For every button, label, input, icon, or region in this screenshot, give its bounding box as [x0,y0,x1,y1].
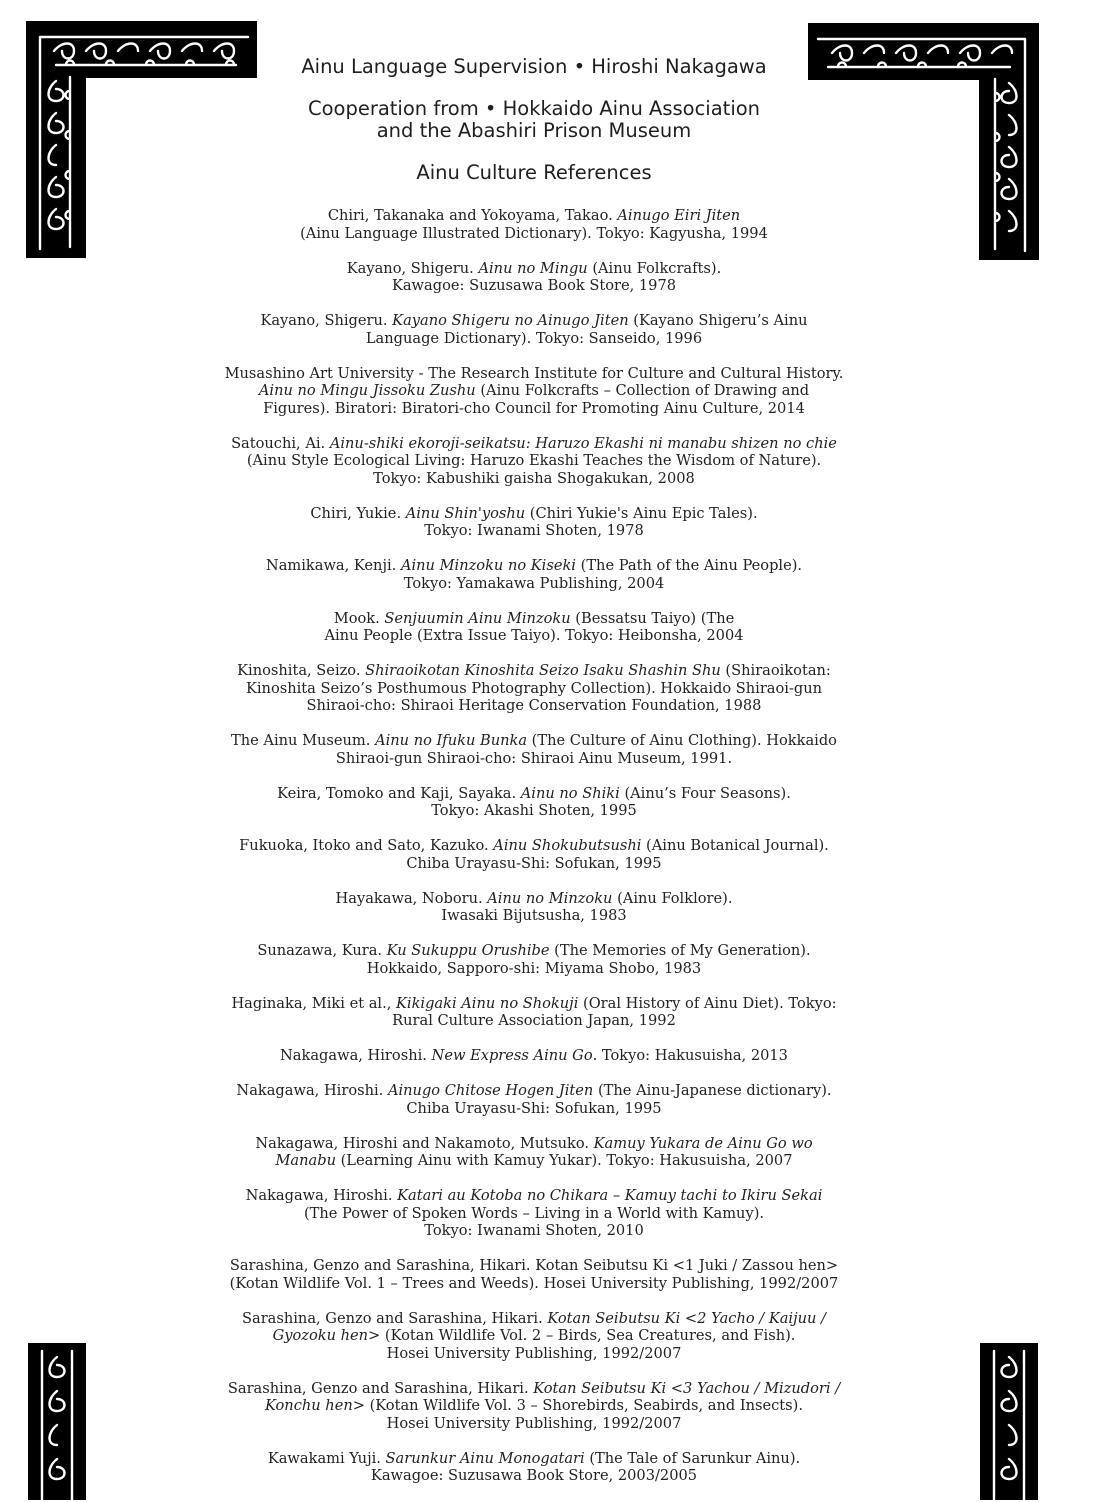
reference-line [0,1380,1068,1398]
reference-text: Kawagoe: Suzusawa Book Store, 1978 [391,277,677,294]
reference-title: Kayano Shigeru no Ainugo Jiten [392,312,629,329]
reference-line [0,312,1068,330]
reference-line [0,750,1068,768]
reference-text: (Oral History of Ainu Diet). Tokyo: [578,994,837,1012]
reference-entry [0,610,1068,645]
reference-line [0,610,1068,628]
reference-title: Manabu [275,1152,336,1169]
reference-entry [0,1135,1068,1170]
reference-line [0,365,1068,383]
reference-line [0,855,1068,873]
reference-entry [0,890,1068,925]
reference-text: Chiba Urayasu-Shi: Sofukan, 1995 [406,854,662,872]
reference-title: Ainu-shiki ekoroji-seikatsu: Haruzo Ekashi ni manabu shizen no chie [329,434,837,452]
reference-title: Ainu Shokubutsushi [493,837,642,854]
reference-entry [0,942,1068,977]
reference-text: Figures). Biratori: Biratori-cho Council for Promoting Ainu Culture, 2014 [263,399,805,417]
reference-text: (Learning Ainu with Kamuy Yukar). Tokyo: Hakusuisha, 2007 [335,1152,793,1169]
reference-line [0,802,1068,820]
reference-entry [0,435,1068,488]
reference-title: Ainu no Mingu Jissoku Zushu [258,382,476,399]
reference-text: Haginaka, Miki et al., [231,994,396,1012]
reference-entry [0,1380,1068,1433]
reference-line [0,522,1068,540]
reference-line [0,1152,1068,1170]
reference-title: Gyozoku hen> [272,1327,381,1344]
credits-headings [0,56,1068,204]
reference-text: Language Dictionary). Tokyo: Sanseido, 1996 [365,329,703,347]
reference-text: (Ainu Language Illustrated Dictionary). Tokyo: Kagyusha, 1994 [300,224,768,242]
cooperation-heading: Cooperation from • Hokkaido Ainu Association and the Abashiri Prison Museum [307,97,761,142]
reference-text: Hosei University Publishing, 1992/2007 [386,1414,682,1432]
reference-title: Kotan Seibutsu Ki <3 Yachou / Mizudori / [533,1379,841,1397]
reference-text: Kawakami Yuji. [267,1449,386,1467]
reference-text: (The Tale of Sarunkur Ainu). [584,1449,801,1467]
reference-line [0,452,1068,470]
reference-line [0,1135,1068,1153]
reference-entry [0,1450,1068,1485]
reference-text: Tokyo: Akashi Shoten, 1995 [431,802,637,819]
reference-entry [0,1257,1068,1292]
reference-text: Iwasaki Bijutsusha, 1983 [441,907,627,924]
reference-title: Sarunkur Ainu Monogatari [385,1449,585,1467]
references-title: Ainu Culture References [416,161,652,184]
reference-line [0,1467,1068,1485]
reference-text: Nakagawa, Hiroshi. [280,1047,432,1064]
reference-text: Mook. [333,609,385,627]
reference-text: Musashino Art University - The Research Institute for Culture and Cultural History. [224,364,844,382]
reference-text: (Ainu Folkcrafts – Collection of Drawing and [475,382,810,399]
reference-text: Sunazawa, Kura. [257,942,387,959]
reference-line [0,1100,1068,1118]
reference-line [0,662,1068,680]
reference-line [0,1222,1068,1240]
reference-text: Nakagawa, Hiroshi. [236,1082,388,1099]
reference-title: Ainu no Mingu [478,259,588,277]
reference-text: Shiraoi-cho: Shiraoi Heritage Conservation Foundation, 1988 [306,697,762,714]
reference-text: Chiri, Yukie. [310,504,406,522]
reference-entry [0,312,1068,347]
reference-text: (The Memories of My Generation). [549,942,811,959]
reference-text: Shiraoi-gun Shiraoi-cho: Shiraoi Ainu Museum, 1991. [335,749,733,767]
reference-entry [0,207,1068,242]
reference-title: Ainu no Minzoku [487,889,613,907]
reference-entry [0,260,1068,295]
reference-text: Kayano, Shigeru. [346,259,479,277]
reference-text: (The Path of the Ainu People). [575,557,803,574]
reference-text: The Ainu Museum. [231,732,376,749]
reference-text: (The Power of Spoken Words – Living in a World with Kamuy). [303,1204,765,1222]
reference-line [0,1327,1068,1345]
reference-line [0,382,1068,400]
reference-entry [0,365,1068,418]
reference-entry [0,662,1068,715]
reference-text: (Ainu Folklore). [612,889,733,907]
reference-line [0,697,1068,715]
reference-line [0,277,1068,295]
reference-title: Senjuumin Ainu Minzoku [384,609,571,627]
reference-line [0,1257,1068,1275]
reference-text: Tokyo: Iwanami Shoten, 1978 [424,522,644,539]
reference-line [0,1047,1068,1065]
reference-line [0,260,1068,278]
reference-title: Ainu no Shiki [520,784,620,802]
reference-text: Namikawa, Kenji. [265,557,401,574]
reference-line [0,207,1068,225]
reference-line [0,1012,1068,1030]
reference-title: Ainu no Ifuku Bunka [375,732,528,749]
reference-title: New Express Ainu Go [431,1047,593,1064]
reference-entry [0,1310,1068,1363]
language-supervision-heading: Ainu Language Supervision • Hiroshi Nakagawa [301,55,767,78]
reference-text: Sarashina, Genzo and Sarashina, Hikari. [242,1309,548,1327]
reference-text: (Kotan Wildlife Vol. 1 – Trees and Weeds). Hosei University Publishing, 1992/2007 [229,1274,839,1292]
reference-line [0,225,1068,243]
reference-line [0,732,1068,750]
reference-text: Keira, Tomoko and Kaji, Sayaka. [277,784,521,802]
reference-line [0,505,1068,523]
reference-line [0,557,1068,575]
reference-text: (Kayano Shigeru’s Ainu [628,312,808,329]
reference-text: Hayakawa, Noboru. [335,889,488,907]
reference-text: Hokkaido, Sapporo-shi: Miyama Shobo, 1983 [366,959,702,977]
reference-entry [0,837,1068,872]
reference-title: Ainu Minzoku no Kiseki [400,557,576,574]
reference-line [0,785,1068,803]
reference-text: Chiba Urayasu-Shi: Sofukan, 1995 [406,1099,662,1117]
reference-text: Fukuoka, Itoko and Sato, Kazuko. [239,837,494,854]
reference-title: Shiraoikotan Kinoshita Seizo Isaku Shashin Shu [365,662,721,679]
reference-line [0,1082,1068,1100]
reference-line [0,330,1068,348]
reference-text: (The Culture of Ainu Clothing). Hokkaido [527,732,837,749]
reference-line [0,1345,1068,1363]
reference-text: Kawagoe: Suzusawa Book Store, 2003/2005 [370,1467,698,1484]
reference-line [0,960,1068,978]
reference-text: (Ainu Style Ecological Living: Haruzo Ekashi Teaches the Wisdom of Nature). [246,452,822,469]
reference-entry [0,1047,1068,1065]
reference-line [0,1310,1068,1328]
reference-line [0,1205,1068,1223]
reference-line [0,435,1068,453]
reference-text: (Kotan Wildlife Vol. 2 – Birds, Sea Creatures, and Fish). [380,1327,796,1344]
reference-list [0,207,1068,1502]
reference-text: (Bessatsu Taiyo) (The [570,609,735,627]
reference-text: . Tokyo: Hakusuisha, 2013 [592,1047,788,1064]
reference-title: Kotan Seibutsu Ki <2 Yacho / Kaijuu / [547,1309,826,1327]
reference-text: (The Ainu-Japanese dictionary). [593,1082,832,1099]
reference-line [0,1397,1068,1415]
reference-line [0,995,1068,1013]
reference-text: Sarashina, Genzo and Sarashina, Hikari. Kotan Seibutsu Ki <1 Juki / Zassou hen> [229,1257,839,1274]
reference-text: (Ainu Folkcrafts). [587,259,722,277]
reference-text: (Ainu’s Four Seasons). [619,784,791,802]
reference-text: Nakagawa, Hiroshi and Nakamoto, Mutsuko. [255,1134,594,1152]
reference-text: Ainu People (Extra Issue Taiyo). Tokyo: Heibonsha, 2004 [324,627,744,644]
reference-line [0,680,1068,698]
reference-entry [0,505,1068,540]
reference-text: (Shiraoikotan: [720,662,831,679]
reference-entry [0,1082,1068,1117]
reference-text: Kayano, Shigeru. [260,312,393,329]
reference-title: Kikigaki Ainu no Shokuji [396,994,579,1012]
reference-entry [0,557,1068,592]
reference-text: (Kotan Wildlife Vol. 3 – Shorebirds, Seabirds, and Insects). [364,1397,803,1414]
reference-title: Ainugo Chitose Hogen Jiten [387,1082,594,1099]
reference-text: Nakagawa, Hiroshi. [245,1187,398,1204]
reference-text: Tokyo: Iwanami Shoten, 2010 [424,1222,644,1239]
reference-text: Tokyo: Kabushiki gaisha Shogakukan, 2008 [373,469,695,487]
reference-title: Ainugo Eiri Jiten [617,207,741,224]
reference-text: Chiri, Takanaka and Yokoyama, Takao. [327,207,618,224]
reference-text: Kinoshita Seizo’s Posthumous Photography Collection). Hokkaido Shiraoi-gun [245,679,823,697]
reference-line [0,837,1068,855]
reference-entry [0,732,1068,767]
reference-text: (Ainu Botanical Journal). [641,837,829,854]
reference-title: Ainu Shin'yoshu [405,504,526,522]
reference-title: Ku Sukuppu Orushibe [386,942,550,959]
reference-text: Hosei University Publishing, 1992/2007 [386,1344,682,1362]
reference-title: Kamuy Yukara de Ainu Go wo [593,1134,813,1152]
reference-line [0,1275,1068,1293]
reference-line [0,1187,1068,1205]
reference-line [0,575,1068,593]
reference-entry [0,785,1068,820]
reference-text: Sarashina, Genzo and Sarashina, Hikari. [227,1379,534,1397]
reference-text: Kinoshita, Seizo. [237,662,366,679]
reference-entry [0,995,1068,1030]
reference-line [0,942,1068,960]
reference-line [0,890,1068,908]
reference-text: Tokyo: Yamakawa Publishing, 2004 [403,574,665,592]
reference-line [0,907,1068,925]
reference-text: Rural Culture Association Japan, 1992 [392,1012,676,1029]
reference-line [0,1450,1068,1468]
reference-entry [0,1187,1068,1240]
reference-line [0,627,1068,645]
reference-text: (Chiri Yukie's Ainu Epic Tales). [525,504,758,522]
reference-line [0,1415,1068,1433]
reference-line [0,470,1068,488]
reference-line [0,400,1068,418]
reference-text: Satouchi, Ai. [231,434,330,452]
reference-title: Katari au Kotoba no Chikara – Kamuy tachi to Ikiru Sekai [397,1187,823,1204]
reference-title: Konchu hen> [265,1397,365,1414]
